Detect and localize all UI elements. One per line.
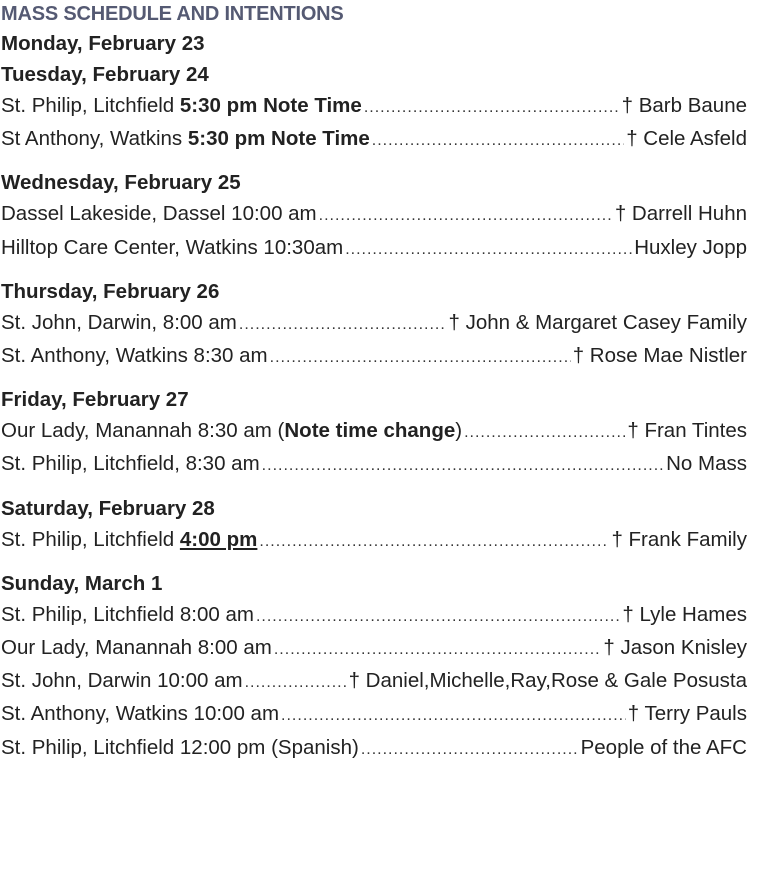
schedule-entry (1, 665, 747, 698)
entry-intention: † Daniel,Michelle,Ray,Rose & Gale Posusta (348, 669, 747, 693)
entry-location: St. Philip, Litchfield (1, 94, 175, 117)
schedule-entry (1, 524, 747, 557)
entry-intention: † Cele Asfeld (626, 127, 747, 151)
day-tuesday (1, 59, 747, 156)
entry-location: St. Philip, Litchfield (1, 527, 175, 551)
schedule-entry (1, 732, 747, 765)
schedule-entry (1, 340, 747, 373)
day-thursday (1, 276, 747, 373)
entry-intention: No Mass (666, 452, 747, 476)
dot-leader (262, 450, 664, 481)
entry-location: St Anthony, Watkins (1, 127, 183, 151)
dot-leader (319, 200, 613, 231)
dot-leader (364, 92, 620, 123)
entry-intention: † Frank Family (611, 527, 747, 551)
day-sunday (1, 568, 747, 765)
dot-leader (372, 125, 624, 156)
day-monday (1, 28, 747, 59)
entry-location: St. Philip, Litchfield 8:00 am (1, 602, 254, 626)
day-title: Saturday, February 28 (1, 496, 215, 520)
dot-leader (259, 526, 609, 557)
schedule-entry (1, 415, 747, 448)
day-title: Thursday, February 26 (1, 279, 220, 303)
entry-location-close: ) (455, 419, 463, 443)
schedule-entry (1, 307, 747, 340)
entry-location: Our Lady, Manannah 8:00 am (1, 636, 272, 660)
dot-leader (239, 309, 447, 340)
dot-leader (345, 234, 632, 265)
schedule-entry (1, 698, 747, 731)
day-friday (1, 384, 747, 481)
dot-leader (270, 342, 571, 373)
entry-location: St. John, Darwin, 8:00 am (1, 310, 237, 334)
entry-intention: † Rose Mae Nistler (572, 344, 747, 368)
day-title: Wednesday, February 25 (1, 171, 241, 195)
entry-location: St. Philip, Litchfield, 8:30 am (1, 452, 260, 476)
entry-location: St. Anthony, Watkins 10:00 am (1, 702, 280, 726)
entry-intention: † Barb Baune (621, 94, 747, 117)
dot-leader (245, 667, 347, 698)
dot-leader (281, 700, 626, 731)
entry-intention: People of the AFC (580, 735, 747, 759)
entry-time: 4:00 pm (179, 527, 258, 551)
entry-location: St. Anthony, Watkins 8:30 am (1, 344, 268, 368)
schedule-entry (1, 599, 747, 632)
schedule-entry (1, 448, 747, 481)
entry-location: St. Philip, Litchfield 12:00 pm (Spanish) (1, 735, 359, 759)
schedule-entry (1, 232, 747, 265)
day-title: Tuesday, February 24 (1, 63, 209, 86)
page-title: MASS SCHEDULE AND INTENTIONS (1, 3, 344, 25)
day-title: Monday, February 23 (1, 32, 205, 55)
entry-note: Note time change (284, 419, 456, 443)
dot-leader (464, 417, 625, 448)
entry-intention: † Darrell Huhn (614, 202, 747, 226)
schedule-entry (1, 198, 747, 231)
entry-intention: † Jason Knisley (603, 636, 747, 660)
schedule-entry (1, 123, 747, 156)
day-saturday (1, 493, 747, 557)
entry-intention: † Terry Pauls (627, 702, 747, 726)
entry-intention: † John & Margaret Casey Family (448, 310, 747, 334)
entry-intention: † Fran Tintes (627, 419, 747, 443)
entry-time: 5:30 pm Note Time (187, 127, 370, 151)
entry-time: 5:30 pm Note Time (179, 94, 362, 117)
entry-location: Dassel Lakeside, Dassel 10:00 am (1, 202, 317, 226)
entry-location: St. John, Darwin 10:00 am (1, 669, 243, 693)
schedule-entry (1, 90, 747, 123)
schedule-entry (1, 632, 747, 665)
dot-leader (256, 601, 620, 632)
dot-leader (274, 634, 602, 665)
dot-leader (361, 734, 579, 765)
day-wednesday (1, 167, 747, 264)
entry-intention: † Lyle Hames (622, 602, 747, 626)
entry-location: Hilltop Care Center, Watkins 10:30am (1, 235, 344, 259)
day-title: Sunday, March 1 (1, 571, 163, 595)
day-title: Friday, February 27 (1, 388, 189, 412)
entry-location: Our Lady, Manannah 8:30 am ( (1, 419, 285, 443)
entry-intention: Huxley Jopp (634, 235, 747, 259)
